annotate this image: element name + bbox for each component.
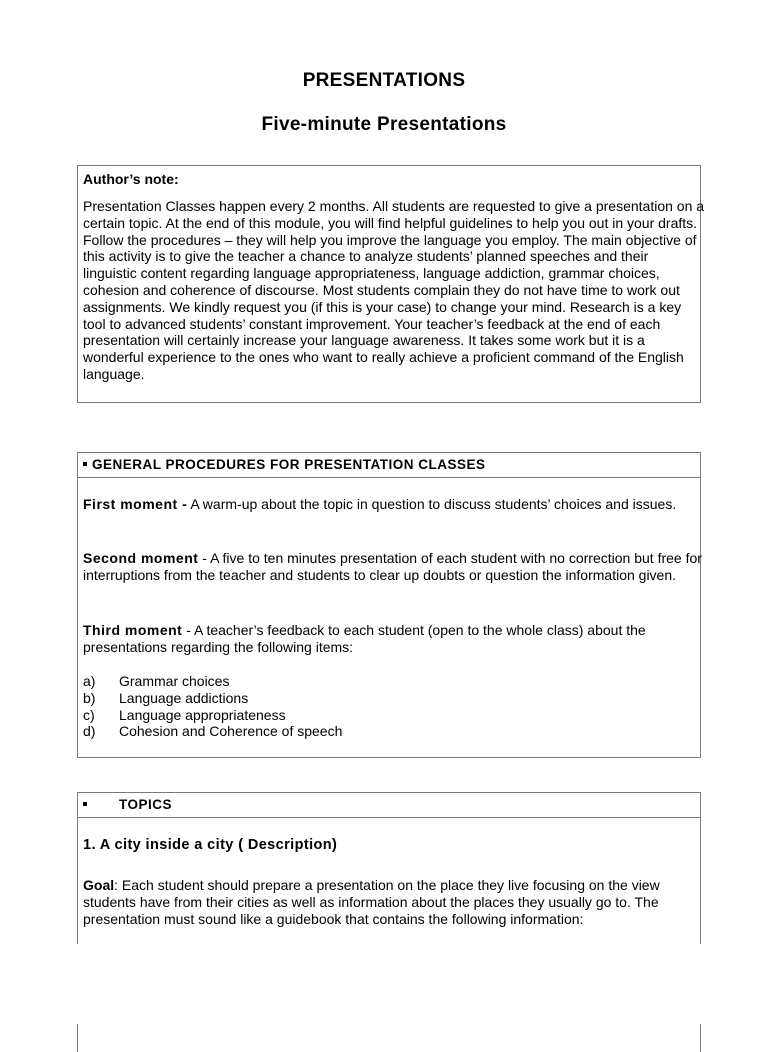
procedures-header-label: GENERAL PROCEDURES FOR PRESENTATION CLASSES: [92, 457, 486, 472]
feedback-items-list: [83, 673, 683, 740]
page-title: PRESENTATIONS: [302, 70, 466, 91]
third-moment-label: Third moment: [83, 622, 183, 638]
third-moment-paragraph: [78, 622, 709, 656]
author-note-box: [77, 165, 705, 403]
procedures-box: [77, 452, 701, 758]
procedures-header: [78, 453, 700, 478]
topics-header: [78, 793, 700, 818]
list-item-text: Grammar choices: [119, 673, 230, 689]
author-note-body: Presentation Classes happen every 2 months. All students are requested to give a presentation on a certain topic. At the end of this module, you will find helpful guidelines to help you out in your drafts. Follow the procedures – they will help you improve the language you employ. The main objective of this activity is to give the teacher a chance to analyze students’ planned speeches and their linguistic content regarding language appropriateness, language addiction, grammar choices, cohesion and coherence of discourse. Most students complain they do not have time to work out assignments. We kindly request you (if this is your case) to change your mind. Research is a key tool to advanced students’ constant improvement. Your teacher’s feedback at the end of each presentation will certainly increase your language awareness. It takes some work but it is a wonderful experience to the ones who want to really achieve a proficient command of the English language.: [83, 198, 705, 382]
list-item-mark: a): [83, 673, 96, 689]
topics-header-label: TOPICS: [119, 797, 173, 812]
topic-1-goal: [78, 877, 709, 927]
list-item-text: Language addictions: [119, 689, 249, 706]
second-moment-label: Second moment: [83, 550, 199, 566]
list-item-mark: c): [83, 706, 95, 723]
author-note-heading: Author’s note:: [83, 171, 179, 187]
page-subtitle: Five-minute Presentations: [261, 114, 507, 135]
first-moment-text: A warm-up about the topic in question to discuss students’ choices and issues.: [187, 496, 677, 512]
goal-label: Goal: [83, 877, 115, 893]
list-item-mark: d): [83, 723, 96, 740]
list-item-mark: b): [83, 689, 96, 706]
first-moment-paragraph: [78, 496, 709, 513]
list-item: [83, 707, 683, 724]
first-moment-label: First moment -: [83, 496, 188, 512]
goal-text: : Each student should prepare a presentation on the place they live focusing on the view students have from their cities as well as information about the places they usually go to. The presentation must sound like a guidebook that contains the following information:: [83, 877, 660, 927]
page-bottom-margin: [0, 944, 768, 1024]
list-item-text: Cohesion and Coherence of speech: [119, 723, 343, 740]
second-moment-paragraph: [78, 550, 709, 584]
second-moment-text: - A five to ten minutes presentation of each student with no correction but free for interruptions from the teacher and students to clear up doubts or question the information given.: [83, 550, 702, 583]
list-item: [83, 673, 683, 690]
list-item: [83, 690, 683, 707]
topic-1-title: 1. A city inside a city ( Description): [83, 837, 338, 853]
list-item: [83, 723, 683, 740]
list-item-text: Language appropriateness: [119, 706, 286, 723]
third-moment-text: - A teacher’s feedback to each student (open to the whole class) about the presentations regarding the following items:: [83, 622, 646, 655]
square-bullet-icon: [83, 462, 87, 466]
square-bullet-icon: [83, 802, 87, 806]
